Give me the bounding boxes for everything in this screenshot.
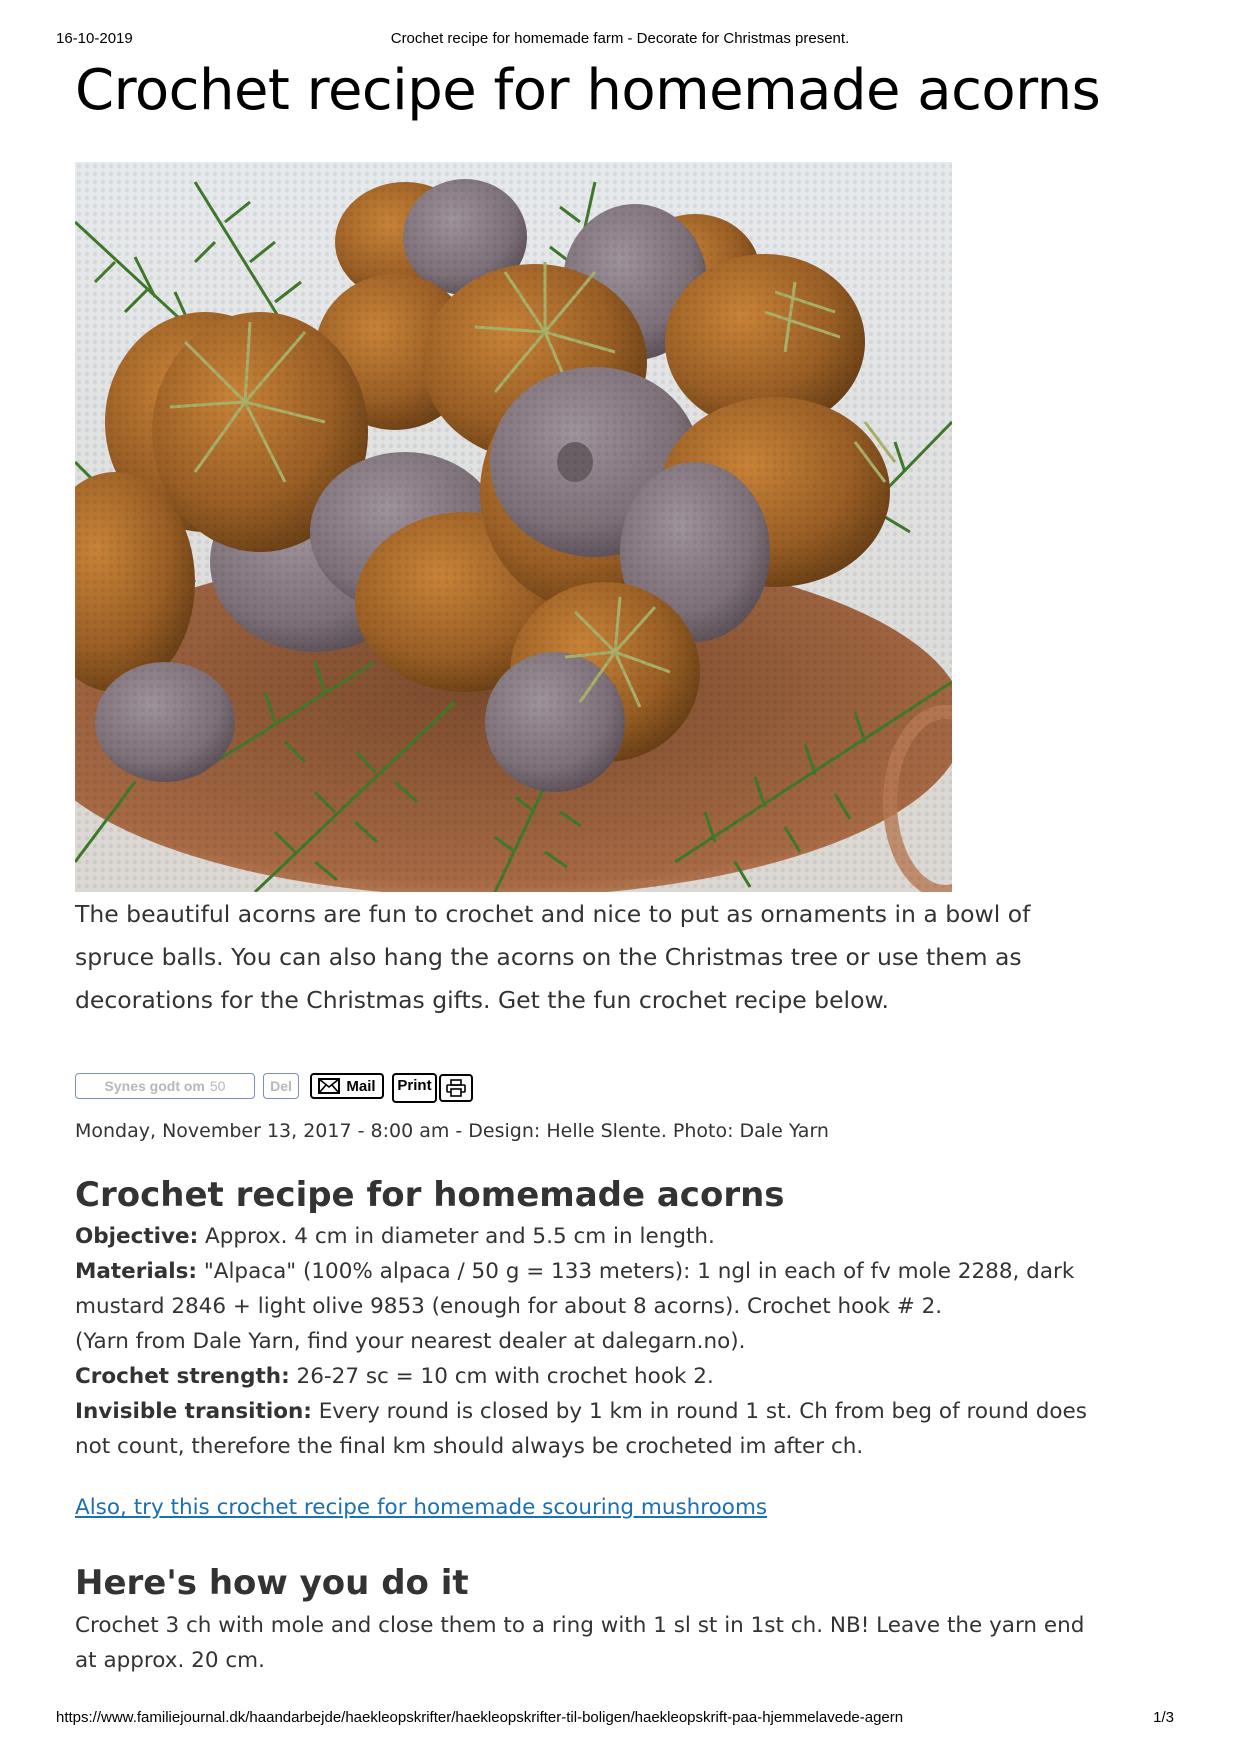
- materials-text: "Alpaca" (100% alpaca / 50 g = 133 meters): 1 ngl in each of fv mole 2288, dark mustard 2846 + light olive 9853 (enough for about 8 acorns). Crochet hook # 2.: [75, 1259, 1075, 1319]
- mail-button[interactable]: [310, 1073, 384, 1099]
- print-date: 16-10-2019: [56, 30, 133, 47]
- materials-label: Materials:: [75, 1259, 198, 1284]
- how-to-text: Crochet 3 ch with mole and close them to a ring with 1 sl st in 1st ch. NB! Leave the yarn end at approx. 20 cm.: [75, 1613, 1085, 1673]
- how-to-heading: Here's how you do it: [75, 1563, 469, 1603]
- materials-line: [75, 1254, 1095, 1324]
- envelope-icon: [318, 1078, 340, 1094]
- print-url: https://www.familiejournal.dk/haandarbejde/haekleopskrifter/haekleopskrifter-til-boligen/haekleopskrift-paa-hjemmelavede-agern: [56, 1709, 904, 1726]
- mail-label: Mail: [346, 1077, 376, 1095]
- recipe-details: [75, 1219, 1095, 1464]
- like-button[interactable]: [75, 1073, 255, 1099]
- related-recipe-link[interactable]: Also, try this crochet recipe for homemade scouring mushrooms: [75, 1495, 768, 1520]
- printer-button[interactable]: [439, 1074, 473, 1102]
- article-meta: Monday, November 13, 2017 - 8:00 am - Design: Helle Slente. Photo: Dale Yarn: [75, 1120, 829, 1142]
- recipe-heading: Crochet recipe for homemade acorns: [75, 1175, 785, 1215]
- objective-text: Approx. 4 cm in diameter and 5.5 cm in length.: [198, 1224, 715, 1249]
- print-header: [56, 30, 1184, 50]
- print-footer: [56, 1709, 1184, 1729]
- objective-label: Objective:: [75, 1224, 199, 1249]
- strength-line: [75, 1359, 1095, 1394]
- printer-icon: [446, 1079, 466, 1097]
- print-button[interactable]: Print: [392, 1073, 437, 1103]
- transition-line: [75, 1394, 1095, 1464]
- hero-image-acorns: [75, 162, 952, 892]
- article-intro: The beautiful acorns are fun to crochet and nice to put as ornaments in a bowl of spruce balls. You can also hang the acorns on the Christmas tree or use them as decorations for the Christmas gifts. Get the fun crochet recipe below.: [75, 900, 1031, 1014]
- yarn-note: (Yarn from Dale Yarn, find your nearest dealer at dalegarn.no).: [75, 1329, 746, 1354]
- strength-text: 26-27 sc = 10 cm with crochet hook 2.: [289, 1364, 714, 1389]
- page-title: Crochet recipe for homemade acorns: [75, 58, 1101, 123]
- print-doc-title: Crochet recipe for homemade farm - Decorate for Christmas present.: [390, 30, 850, 47]
- page-number: 1/3: [1153, 1709, 1174, 1726]
- share-button[interactable]: Del: [263, 1073, 299, 1099]
- like-label: Synes godt om: [104, 1078, 205, 1094]
- like-count: 50: [209, 1078, 226, 1094]
- objective-line: [75, 1219, 1095, 1254]
- transition-label: Invisible transition:: [75, 1399, 312, 1424]
- strength-label: Crochet strength:: [75, 1364, 290, 1389]
- transition-text: Every round is closed by 1 km in round 1 st. Ch from beg of round does not count, therefore the final km should always be crocheted im after ch.: [75, 1399, 1087, 1459]
